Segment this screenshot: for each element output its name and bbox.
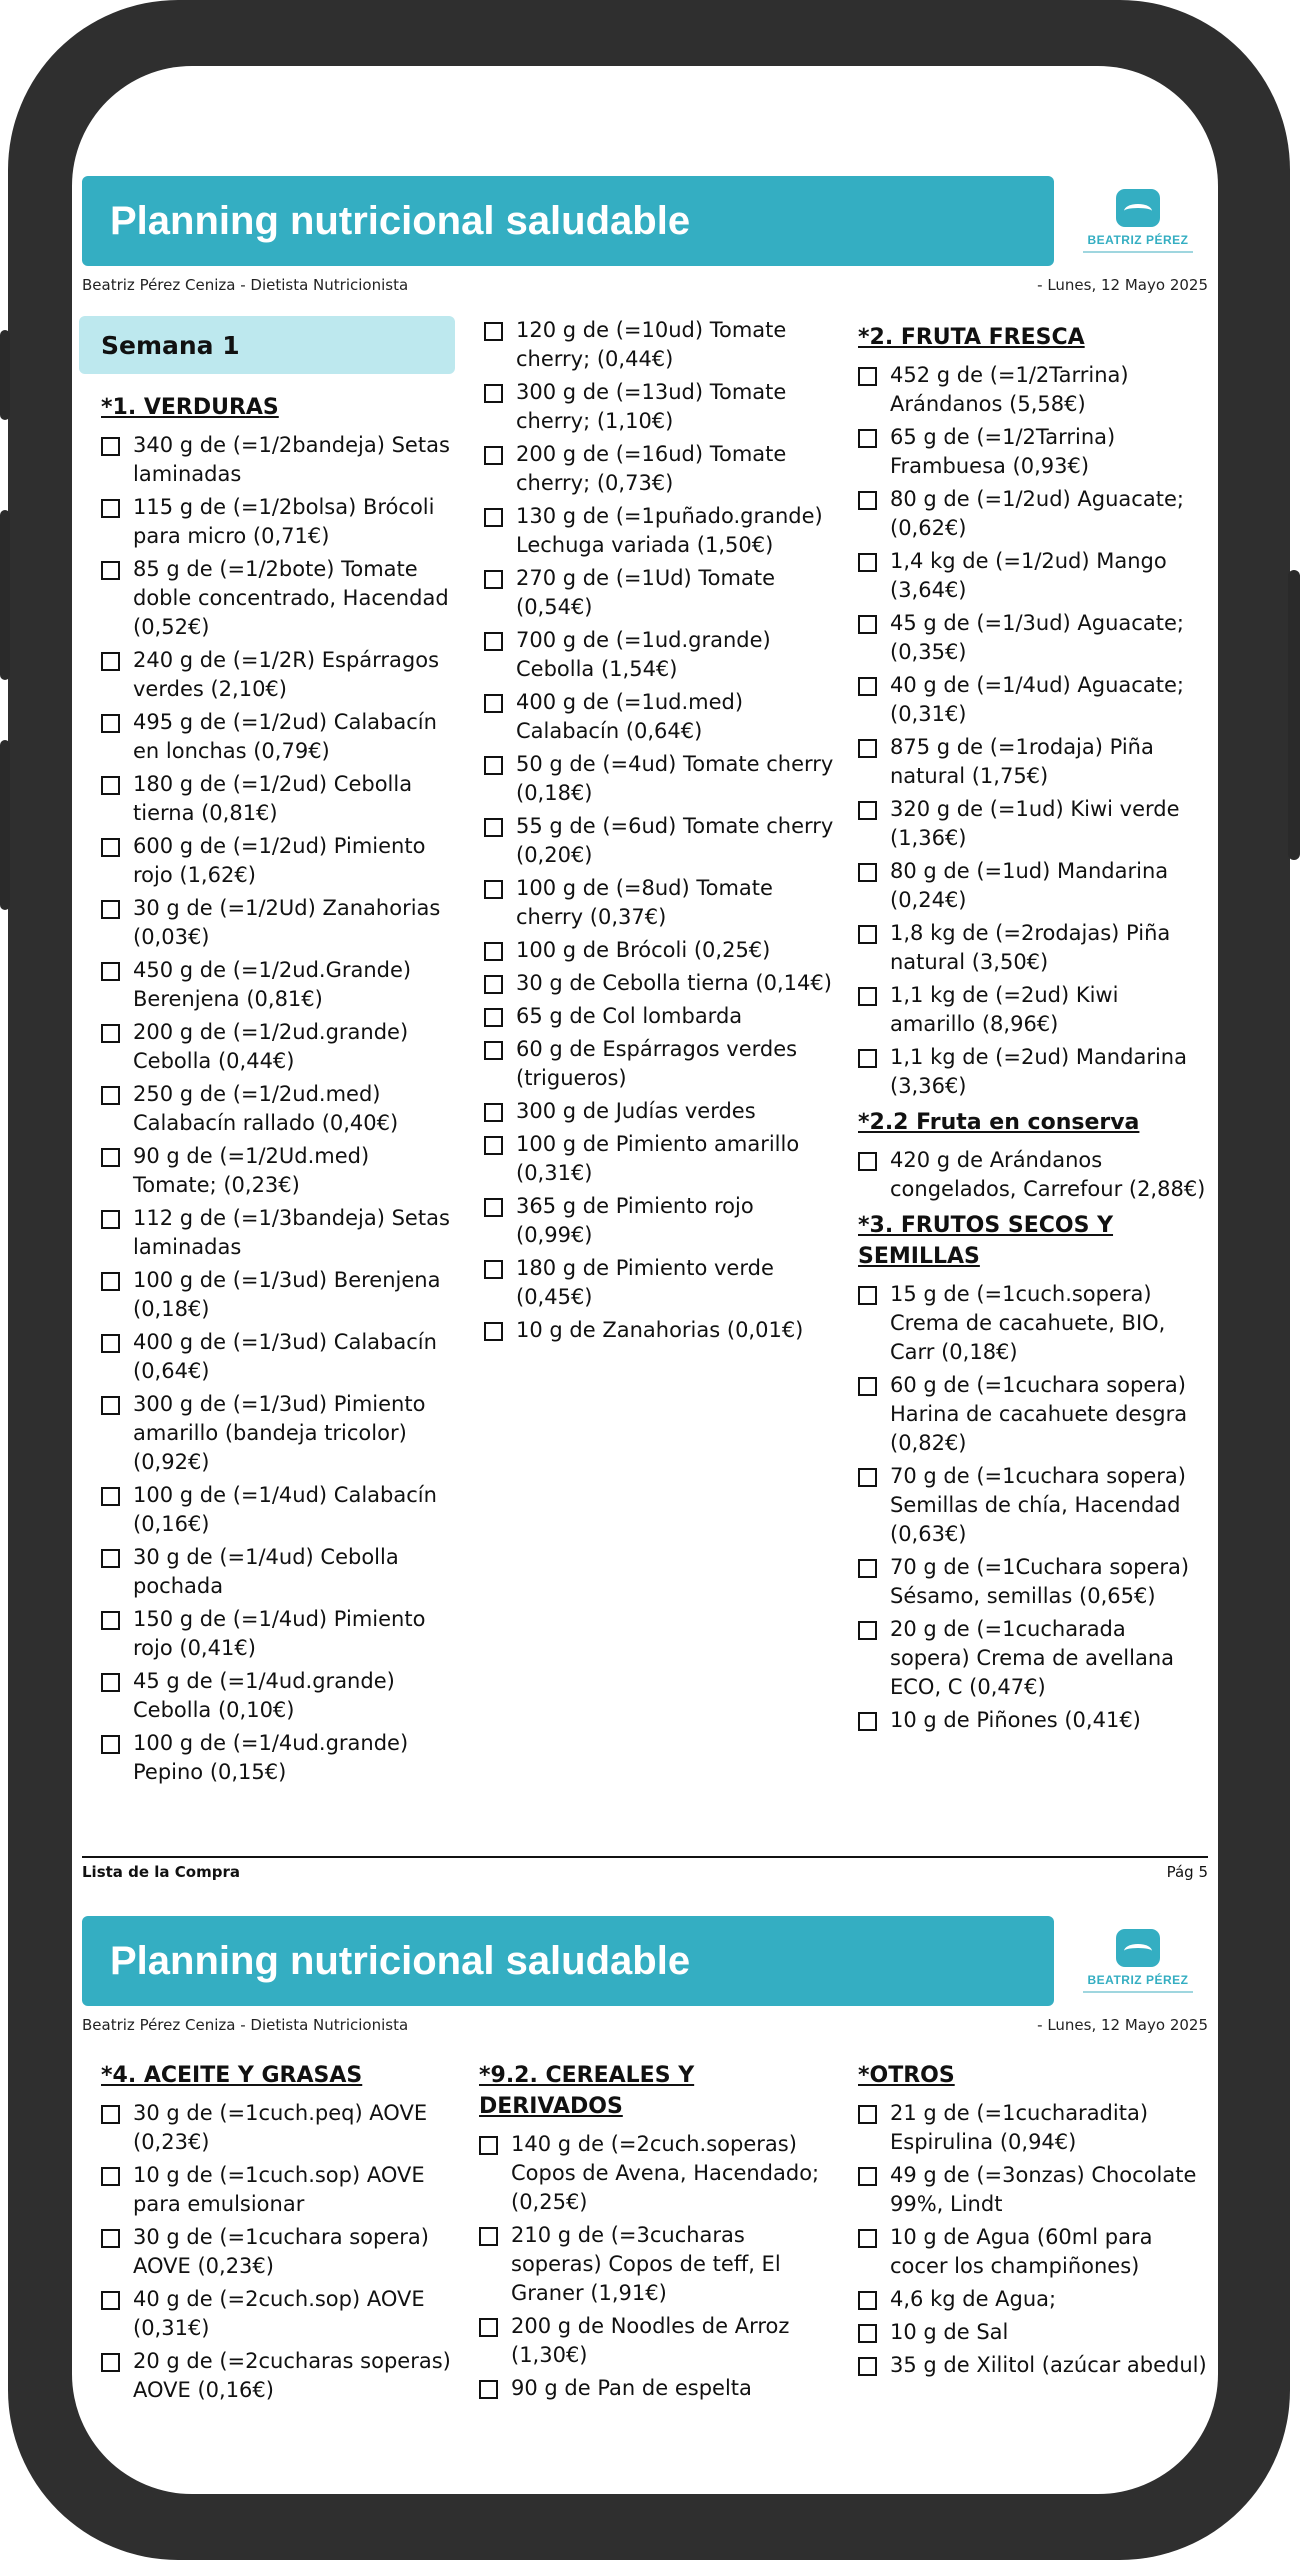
item-text: 320 g de (=1ud) Kiwi verde (1,36€) — [890, 797, 1180, 850]
item-text: 1,1 kg de (=2ud) Kiwi amarillo (8,96€) — [890, 983, 1119, 1036]
volume-up-button — [0, 330, 10, 420]
shopping-item[interactable] — [101, 1667, 455, 1725]
checkbox[interactable] — [101, 1487, 120, 1506]
shopping-item[interactable] — [484, 440, 836, 498]
checkbox[interactable] — [858, 1377, 877, 1396]
item-text: 495 g de (=1/2ud) Calabacín en lonchas (0,79€) — [133, 710, 437, 763]
checkbox[interactable] — [101, 776, 120, 795]
item-text: 600 g de (=1/2ud) Pimiento rojo (1,62€) — [133, 834, 426, 887]
item-text: 180 g de Pimiento verde (0,45€) — [516, 1256, 774, 1309]
category-title: *9.2. CEREALES Y DERIVADOS — [479, 2063, 695, 2119]
shopping-item[interactable] — [101, 2285, 451, 2343]
item-text: 1,8 kg de (=2rodajas) Piña natural (3,50€) — [890, 921, 1171, 974]
logo-text: BEATRIZ PÉREZ — [1087, 233, 1189, 247]
category-title: *2.2 Fruta en conserva — [858, 1110, 1140, 1135]
shopping-item[interactable] — [484, 969, 836, 998]
shopping-item[interactable] — [858, 733, 1208, 791]
item-text: 55 g de (=6ud) Tomate cherry (0,20€) — [516, 814, 834, 867]
shopping-item[interactable] — [484, 316, 836, 374]
shopping-item[interactable] — [101, 1080, 455, 1138]
item-list — [479, 2130, 835, 2403]
item-text: 400 g de (=1ud.med) Calabacín (0,64€) — [516, 690, 744, 743]
author-line: Beatriz Pérez Ceniza - Dietista Nutricionista — [82, 276, 409, 294]
item-text: 1,4 kg de (=1/2ud) Mango (3,64€) — [890, 549, 1167, 602]
item-list — [858, 361, 1208, 1101]
shopping-item[interactable] — [101, 2099, 451, 2157]
checkbox[interactable] — [484, 1041, 503, 1060]
checkbox[interactable] — [484, 880, 503, 899]
checkbox[interactable] — [858, 1049, 877, 1068]
shopping-item[interactable] — [858, 485, 1208, 543]
checkbox[interactable] — [101, 1735, 120, 1754]
checkbox[interactable] — [484, 384, 503, 403]
footer-label: Lista de la Compra — [82, 1863, 240, 1881]
checkbox[interactable] — [101, 1549, 120, 1568]
shopping-item[interactable] — [484, 1035, 836, 1093]
item-text: 700 g de (=1ud.grande) Cebolla (1,54€) — [516, 628, 771, 681]
shopping-item[interactable] — [101, 956, 455, 1014]
shopping-item[interactable] — [484, 1192, 836, 1250]
shopping-item[interactable] — [858, 1615, 1208, 1702]
item-text: 49 g de (=3onzas) Chocolate 99%, Lindt — [890, 2163, 1197, 2216]
column-1 — [79, 316, 455, 1791]
category-title: *4. ACEITE Y GRASAS — [101, 2063, 363, 2088]
date-line: - Lunes, 12 Mayo 2025 — [1037, 276, 1208, 294]
item-text: 30 g de (=1cuchara sopera) AOVE (0,23€) — [133, 2225, 429, 2278]
item-text: 35 g de Xilitol (azúcar abedul) — [890, 2353, 1207, 2377]
checkbox[interactable] — [479, 2318, 498, 2337]
shopping-item[interactable] — [101, 832, 455, 890]
checkbox[interactable] — [858, 2291, 877, 2310]
item-text: 210 g de (=3cucharas soperas) Copos de teff, El Graner (1,91€) — [511, 2223, 781, 2305]
shopping-item[interactable] — [858, 2223, 1208, 2281]
checkbox[interactable] — [858, 739, 877, 758]
document-page-1 — [72, 66, 1218, 1886]
logo-icon — [1116, 1929, 1160, 1967]
shopping-item[interactable] — [101, 2223, 451, 2281]
item-text: 100 g de (=1/3ud) Berenjena (0,18€) — [133, 1268, 441, 1321]
item-text: 70 g de (=1cuchara sopera) Semillas de chía, Hacendad (0,63€) — [890, 1464, 1186, 1546]
checkbox[interactable] — [101, 652, 120, 671]
checkbox[interactable] — [484, 1260, 503, 1279]
shopping-item[interactable] — [479, 2221, 835, 2308]
page-title-banner — [82, 176, 1054, 266]
checkbox[interactable] — [101, 1086, 120, 1105]
item-text: 30 g de (=1/4ud) Cebolla pochada — [133, 1545, 399, 1598]
item-text: 20 g de (=1cucharada sopera) Crema de avellana ECO, C (0,47€) — [890, 1617, 1175, 1699]
category-title: *1. VERDURAS — [101, 395, 279, 420]
shopping-item[interactable] — [858, 547, 1208, 605]
item-text: 300 g de (=1/3ud) Pimiento amarillo (bandeja tricolor) (0,92€) — [133, 1392, 426, 1474]
item-text: 100 g de (=1/4ud) Calabacín (0,16€) — [133, 1483, 437, 1536]
item-text: 90 g de Pan de espelta — [511, 2376, 752, 2400]
document-page-2 — [72, 1886, 1218, 2494]
item-list — [858, 1280, 1208, 1735]
shopping-item[interactable] — [858, 795, 1208, 853]
checkbox[interactable] — [858, 677, 877, 696]
shopping-item[interactable] — [858, 1553, 1208, 1611]
shopping-item[interactable] — [858, 1462, 1208, 1549]
checkbox[interactable] — [101, 2105, 120, 2124]
logo-tagline-line — [1083, 251, 1193, 253]
item-text: 60 g de (=1cuchara sopera) Harina de cacahuete desgra (0,82€) — [890, 1373, 1188, 1455]
shopping-item[interactable] — [858, 2285, 1208, 2314]
shopping-item[interactable] — [858, 1146, 1208, 1204]
shopping-item[interactable] — [479, 2374, 835, 2403]
shopping-item[interactable] — [484, 378, 836, 436]
checkbox[interactable] — [479, 2380, 498, 2399]
item-text: 65 g de Col lombarda — [516, 1004, 743, 1028]
item-text: 70 g de (=1Cuchara sopera) Sésamo, semillas (0,65€) — [890, 1555, 1190, 1608]
item-text: 10 g de Zanahorias (0,01€) — [516, 1318, 804, 1342]
shopping-item[interactable] — [484, 564, 836, 622]
checkbox[interactable] — [858, 987, 877, 1006]
shopping-item[interactable] — [858, 1043, 1208, 1101]
checkbox[interactable] — [101, 437, 120, 456]
checkbox[interactable] — [484, 632, 503, 651]
shopping-item[interactable] — [858, 609, 1208, 667]
shopping-item[interactable] — [101, 1142, 455, 1200]
checkbox[interactable] — [858, 1152, 877, 1171]
shopping-item[interactable] — [101, 2161, 451, 2219]
item-text: 30 g de (=1/2Ud) Zanahorias (0,03€) — [133, 896, 441, 949]
checkbox[interactable] — [858, 1559, 877, 1578]
shopping-item[interactable] — [101, 1390, 455, 1477]
checkbox[interactable] — [101, 838, 120, 857]
item-text: 200 g de Noodles de Arroz (1,30€) — [511, 2314, 790, 2367]
checkbox[interactable] — [858, 1712, 877, 1731]
item-text: 10 g de Agua (60ml para cocer los champiñones) — [890, 2225, 1153, 2278]
item-text: 40 g de (=2cuch.sop) AOVE (0,31€) — [133, 2287, 425, 2340]
shopping-item[interactable] — [858, 1280, 1208, 1367]
checkbox[interactable] — [858, 367, 877, 386]
checkbox[interactable] — [484, 446, 503, 465]
category-title: *3. FRUTOS SECOS Y SEMILLAS — [858, 1213, 1114, 1269]
shopping-item[interactable] — [484, 936, 836, 965]
item-text: 10 g de Piñones (0,41€) — [890, 1708, 1141, 1732]
checkbox[interactable] — [484, 508, 503, 527]
checkbox[interactable] — [101, 1148, 120, 1167]
checkbox[interactable] — [101, 962, 120, 981]
shopping-item[interactable] — [484, 750, 836, 808]
checkbox[interactable] — [484, 1198, 503, 1217]
item-text: 85 g de (=1/2bote) Tomate doble concentrado, Hacendad (0,52€) — [133, 557, 449, 639]
shopping-item[interactable] — [858, 2318, 1208, 2347]
checkbox[interactable] — [101, 1673, 120, 1692]
brand-logo — [1068, 176, 1208, 266]
shopping-item[interactable] — [484, 1316, 836, 1345]
item-text: 200 g de (=1/2ud.grande) Cebolla (0,44€) — [133, 1020, 409, 1073]
shopping-item[interactable] — [101, 1018, 455, 1076]
brand-logo — [1068, 1916, 1208, 2006]
shopping-item[interactable] — [101, 555, 455, 642]
item-text: 200 g de (=16ud) Tomate cherry; (0,73€) — [516, 442, 787, 495]
shopping-item[interactable] — [101, 1729, 455, 1787]
checkbox[interactable] — [101, 2229, 120, 2248]
checkbox[interactable] — [479, 2136, 498, 2155]
checkbox[interactable] — [858, 615, 877, 634]
checkbox[interactable] — [101, 1024, 120, 1043]
checkbox[interactable] — [484, 322, 503, 341]
shopping-item[interactable] — [858, 671, 1208, 729]
shopping-item[interactable] — [484, 626, 836, 684]
shopping-item[interactable] — [858, 423, 1208, 481]
column-2 — [479, 2054, 835, 2407]
item-text: 112 g de (=1/3bandeja) Setas laminadas — [133, 1206, 450, 1259]
page-number: Pág 5 — [1166, 1863, 1208, 1881]
shopping-item[interactable] — [101, 1605, 455, 1663]
item-list — [858, 1146, 1208, 1204]
item-text: 420 g de Arándanos congelados, Carrefour (2,88€) — [890, 1148, 1206, 1201]
category-section — [79, 392, 455, 1787]
checkbox[interactable] — [101, 1334, 120, 1353]
checkbox[interactable] — [484, 818, 503, 837]
item-text: 130 g de (=1puñado.grande) Lechuga variada (1,50€) — [516, 504, 823, 557]
item-text: 150 g de (=1/4ud) Pimiento rojo (0,41€) — [133, 1607, 426, 1660]
item-text: 60 g de Espárragos verdes (trigueros) — [516, 1037, 798, 1090]
category-section — [858, 1107, 1208, 1204]
shopping-item[interactable] — [101, 708, 455, 766]
item-text: 100 g de Pimiento amarillo (0,31€) — [516, 1132, 800, 1185]
shopping-item[interactable] — [479, 2130, 835, 2217]
item-text: 4,6 kg de Agua; — [890, 2287, 1057, 2311]
item-text: 340 g de (=1/2bandeja) Setas laminadas — [133, 433, 450, 486]
item-text: 240 g de (=1/2R) Espárragos verdes (2,10€) — [133, 648, 440, 701]
item-text: 120 g de (=10ud) Tomate cherry; (0,44€) — [516, 318, 787, 371]
checkbox[interactable] — [484, 942, 503, 961]
checkbox[interactable] — [858, 553, 877, 572]
item-text: 140 g de (=2cuch.soperas) Copos de Avena, Hacendado; (0,25€) — [511, 2132, 820, 2214]
shopping-item[interactable] — [484, 812, 836, 870]
item-text: 45 g de (=1/3ud) Aguacate; (0,35€) — [890, 611, 1184, 664]
shopping-item[interactable] — [101, 493, 455, 551]
shopping-item[interactable] — [484, 1002, 836, 1031]
item-text: 30 g de (=1cuch.peq) AOVE (0,23€) — [133, 2101, 428, 2154]
checkbox[interactable] — [858, 491, 877, 510]
shopping-item[interactable] — [101, 1204, 455, 1262]
item-text: 270 g de (=1Ud) Tomate (0,54€) — [516, 566, 775, 619]
power-button — [1288, 570, 1300, 860]
item-list — [101, 2099, 451, 2405]
category-title: *2. FRUTA FRESCA — [858, 325, 1085, 350]
checkbox[interactable] — [858, 1468, 877, 1487]
page-title: Planning nutricional saludable — [110, 1938, 691, 1983]
shopping-item[interactable] — [858, 2161, 1208, 2219]
item-text: 40 g de (=1/4ud) Aguacate; (0,31€) — [890, 673, 1184, 726]
shopping-item[interactable] — [479, 2312, 835, 2370]
shopping-item[interactable] — [101, 1543, 455, 1601]
shopping-item[interactable] — [858, 2351, 1208, 2380]
column-2 — [484, 316, 836, 1349]
shopping-item[interactable] — [858, 1371, 1208, 1458]
checkbox[interactable] — [858, 925, 877, 944]
checkbox[interactable] — [484, 570, 503, 589]
category-section — [858, 322, 1208, 1101]
footer-divider — [82, 1856, 1208, 1858]
item-text: 300 g de (=13ud) Tomate cherry; (1,10€) — [516, 380, 787, 433]
volume-down-button — [0, 510, 10, 680]
week-label: Semana 1 — [79, 316, 455, 374]
shopping-item[interactable] — [101, 1266, 455, 1324]
shopping-item[interactable] — [101, 431, 455, 489]
shopping-item[interactable] — [858, 1706, 1208, 1735]
author-line: Beatriz Pérez Ceniza - Dietista Nutricionista — [82, 2016, 409, 2034]
checkbox[interactable] — [484, 1322, 503, 1341]
item-text: 100 g de Brócoli (0,25€) — [516, 938, 771, 962]
checkbox[interactable] — [858, 863, 877, 882]
item-text: 20 g de (=2cucharas soperas) AOVE (0,16€) — [133, 2349, 451, 2402]
shopping-item[interactable] — [101, 646, 455, 704]
checkbox[interactable] — [858, 2357, 877, 2376]
shopping-item[interactable] — [101, 1481, 455, 1539]
shopping-item[interactable] — [858, 919, 1208, 977]
checkbox[interactable] — [101, 714, 120, 733]
item-text: 15 g de (=1cuch.sopera) Crema de cacahuete, BIO, Carr (0,18€) — [890, 1282, 1166, 1364]
checkbox[interactable] — [858, 2324, 877, 2343]
logo-icon — [1116, 189, 1160, 227]
item-text: 21 g de (=1cucharadita) Espirulina (0,94€) — [890, 2101, 1149, 2154]
checkbox[interactable] — [484, 1136, 503, 1155]
checkbox[interactable] — [101, 2353, 120, 2372]
checkbox[interactable] — [858, 429, 877, 448]
date-line: - Lunes, 12 Mayo 2025 — [1037, 2016, 1208, 2034]
item-text: 452 g de (=1/2Tarrina) Arándanos (5,58€) — [890, 363, 1129, 416]
checkbox[interactable] — [484, 1103, 503, 1122]
checkbox[interactable] — [101, 1611, 120, 1630]
shopping-item[interactable] — [484, 1254, 836, 1312]
column-3 — [858, 316, 1208, 1739]
item-list — [858, 2099, 1208, 2380]
logo-tagline-line — [1083, 1991, 1193, 1993]
checkbox[interactable] — [484, 1008, 503, 1027]
checkbox[interactable] — [101, 561, 120, 580]
checkbox[interactable] — [101, 2167, 120, 2186]
shopping-item[interactable] — [101, 770, 455, 828]
checkbox[interactable] — [101, 1272, 120, 1291]
checkbox[interactable] — [479, 2227, 498, 2246]
item-text: 100 g de (=1/4ud.grande) Pepino (0,15€) — [133, 1731, 409, 1784]
checkbox[interactable] — [101, 900, 120, 919]
shopping-item[interactable] — [101, 1328, 455, 1386]
shopping-item[interactable] — [484, 1097, 836, 1126]
shopping-item[interactable] — [484, 688, 836, 746]
checkbox[interactable] — [101, 1396, 120, 1415]
checkbox[interactable] — [858, 1286, 877, 1305]
shopping-item[interactable] — [858, 2099, 1208, 2157]
item-text: 1,1 kg de (=2ud) Mandarina (3,36€) — [890, 1045, 1187, 1098]
item-text: 100 g de (=8ud) Tomate cherry (0,37€) — [516, 876, 773, 929]
category-title: *OTROS — [858, 2063, 955, 2088]
item-text: 10 g de (=1cuch.sop) AOVE para emulsionar — [133, 2163, 425, 2216]
phone-screen[interactable] — [72, 66, 1218, 2494]
checkbox[interactable] — [858, 1621, 877, 1640]
page-title-banner — [82, 1916, 1054, 2006]
category-section — [858, 1210, 1208, 1735]
item-text: 80 g de (=1/2ud) Aguacate; (0,62€) — [890, 487, 1184, 540]
shopping-item[interactable] — [101, 894, 455, 952]
shopping-item[interactable] — [484, 1130, 836, 1188]
item-text: 65 g de (=1/2Tarrina) Frambuesa (0,93€) — [890, 425, 1116, 478]
checkbox[interactable] — [101, 499, 120, 518]
checkbox[interactable] — [858, 2229, 877, 2248]
item-text: 450 g de (=1/2ud.Grande) Berenjena (0,81€) — [133, 958, 412, 1011]
checkbox[interactable] — [858, 801, 877, 820]
item-list — [484, 316, 836, 1345]
item-text: 300 g de Judías verdes — [516, 1099, 756, 1123]
item-text: 250 g de (=1/2ud.med) Calabacín rallado (0,40€) — [133, 1082, 399, 1135]
checkbox[interactable] — [484, 975, 503, 994]
page-title: Planning nutricional saludable — [110, 198, 691, 243]
shopping-item[interactable] — [858, 857, 1208, 915]
item-text: 50 g de (=4ud) Tomate cherry (0,18€) — [516, 752, 834, 805]
shopping-item[interactable] — [101, 2347, 451, 2405]
shopping-item[interactable] — [858, 981, 1208, 1039]
shopping-item[interactable] — [484, 874, 836, 932]
item-text: 115 g de (=1/2bolsa) Brócoli para micro (0,71€) — [133, 495, 435, 548]
shopping-item[interactable] — [858, 361, 1208, 419]
checkbox[interactable] — [484, 756, 503, 775]
item-text: 180 g de (=1/2ud) Cebolla tierna (0,81€) — [133, 772, 413, 825]
checkbox[interactable] — [484, 694, 503, 713]
item-text: 80 g de (=1ud) Mandarina (0,24€) — [890, 859, 1169, 912]
checkbox[interactable] — [101, 1210, 120, 1229]
column-3 — [858, 2054, 1208, 2384]
logo-text: BEATRIZ PÉREZ — [1087, 1973, 1189, 1987]
item-text: 90 g de (=1/2Ud.med) Tomate; (0,23€) — [133, 1144, 370, 1197]
checkbox[interactable] — [858, 2105, 877, 2124]
item-text: 45 g de (=1/4ud.grande) Cebolla (0,10€) — [133, 1669, 395, 1722]
checkbox[interactable] — [858, 2167, 877, 2186]
item-text: 875 g de (=1rodaja) Piña natural (1,75€) — [890, 735, 1154, 788]
item-text: 10 g de Sal — [890, 2320, 1009, 2344]
shopping-item[interactable] — [484, 502, 836, 560]
item-text: 30 g de Cebolla tierna (0,14€) — [516, 971, 832, 995]
item-text: 400 g de (=1/3ud) Calabacín (0,64€) — [133, 1330, 437, 1383]
item-list — [101, 431, 455, 1787]
mute-button — [0, 740, 10, 910]
column-1 — [101, 2054, 451, 2409]
checkbox[interactable] — [101, 2291, 120, 2310]
item-text: 365 g de Pimiento rojo (0,99€) — [516, 1194, 754, 1247]
